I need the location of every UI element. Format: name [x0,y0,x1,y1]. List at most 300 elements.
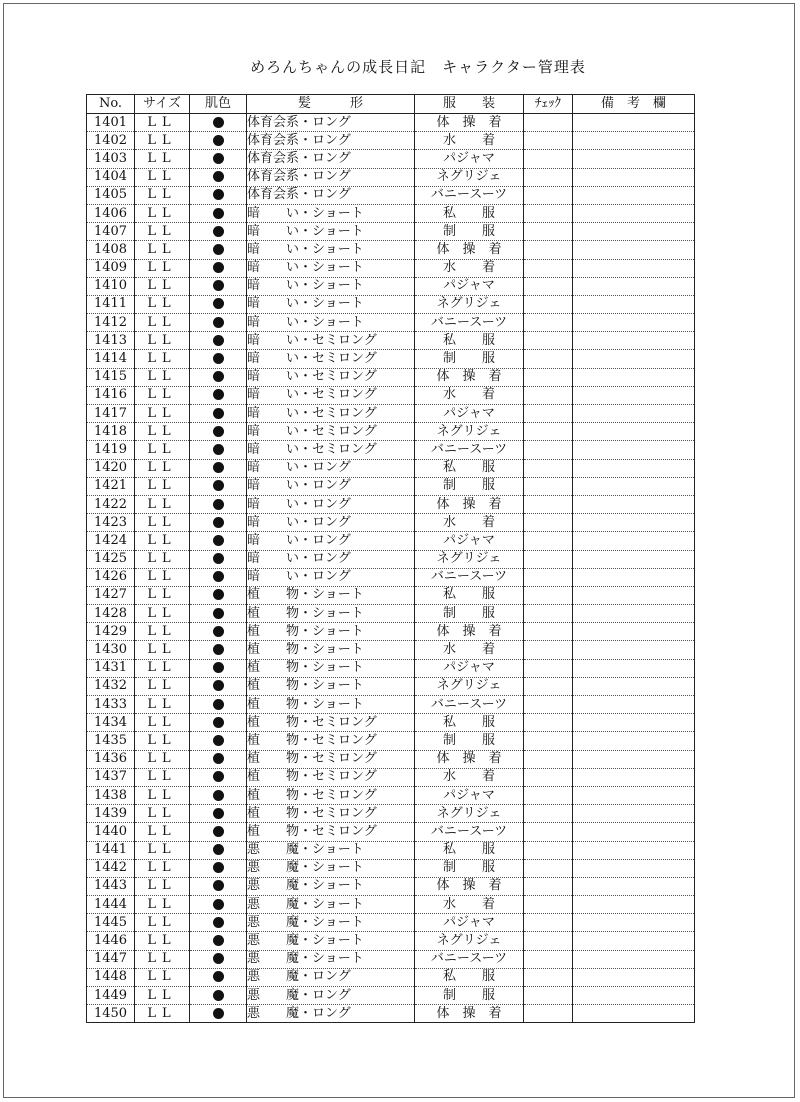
table-row [87,514,695,532]
row-size: LL [135,823,190,841]
skin-color-dot-icon [213,117,224,128]
row-check [524,877,573,895]
row-check [524,786,573,804]
row-hair: 体育会系・ロング [247,114,415,132]
row-skin [190,968,247,986]
table-row [87,568,695,586]
row-check [524,950,573,968]
row-hair: 暗 い・セミロング [247,332,415,350]
skin-color-dot-icon [213,571,224,582]
row-check [524,150,573,168]
skin-color-dot-icon [213,480,224,491]
row-hair: 体育会系・ロング [247,150,415,168]
row-clothes: 制 服 [415,350,524,368]
table-row [87,841,695,859]
row-notes [573,223,695,241]
row-skin [190,859,247,877]
row-skin [190,987,247,1005]
row-notes [573,241,695,259]
row-notes [573,368,695,386]
table-row [87,386,695,404]
row-size: LL [135,696,190,714]
row-check [524,332,573,350]
row-notes [573,623,695,641]
row-check [524,350,573,368]
skin-color-dot-icon [213,317,224,328]
row-clothes: 私 服 [415,204,524,222]
row-hair: 暗 い・ショート [247,277,415,295]
row-check [524,295,573,313]
row-no: 1407 [87,223,135,241]
table-row [87,259,695,277]
row-no: 1446 [87,932,135,950]
skin-color-dot-icon [213,208,224,219]
row-skin [190,295,247,313]
row-clothes: 私 服 [415,332,524,350]
row-clothes: パジャマ [415,914,524,932]
row-size: LL [135,477,190,495]
skin-color-dot-icon [213,462,224,473]
row-notes [573,459,695,477]
row-notes [573,859,695,877]
skin-color-dot-icon [213,553,224,564]
row-no: 1402 [87,132,135,150]
row-size: LL [135,987,190,1005]
row-clothes: 私 服 [415,459,524,477]
row-no: 1404 [87,168,135,186]
row-no: 1438 [87,786,135,804]
row-check [524,586,573,604]
row-hair: 植 物・ショート [247,623,415,641]
row-notes [573,132,695,150]
skin-color-dot-icon [213,735,224,746]
row-notes [573,150,695,168]
row-check [524,259,573,277]
row-no: 1413 [87,332,135,350]
table-row [87,495,695,513]
row-skin [190,714,247,732]
row-no: 1431 [87,659,135,677]
row-no: 1447 [87,950,135,968]
row-check [524,914,573,932]
row-notes [573,696,695,714]
table-row [87,677,695,695]
row-hair: 植 物・セミロング [247,823,415,841]
row-check [524,750,573,768]
row-check [524,132,573,150]
table-row [87,659,695,677]
row-no: 1428 [87,605,135,623]
table-row [87,241,695,259]
table-row [87,532,695,550]
row-skin [190,386,247,404]
row-check [524,386,573,404]
row-hair: 暗 い・ロング [247,459,415,477]
row-size: LL [135,914,190,932]
table-row [87,168,695,186]
table-header [87,95,695,114]
row-hair: 植 物・ショート [247,659,415,677]
row-clothes: 水 着 [415,386,524,404]
table-row [87,332,695,350]
row-notes [573,423,695,441]
row-clothes: パジャマ [415,786,524,804]
row-skin [190,750,247,768]
row-no: 1449 [87,987,135,1005]
skin-color-dot-icon [213,717,224,728]
row-hair: 悪 魔・ショート [247,877,415,895]
row-hair: 悪 魔・ロング [247,987,415,1005]
row-clothes: 体 操 着 [415,241,524,259]
row-check [524,605,573,623]
table-row [87,477,695,495]
row-skin [190,659,247,677]
row-size: LL [135,659,190,677]
row-clothes: パジャマ [415,150,524,168]
row-clothes: 体 操 着 [415,1005,524,1023]
row-notes [573,768,695,786]
row-no: 1425 [87,550,135,568]
row-no: 1443 [87,877,135,895]
row-hair: 暗 い・セミロング [247,350,415,368]
row-no: 1417 [87,405,135,423]
row-skin [190,805,247,823]
row-clothes: 水 着 [415,641,524,659]
row-notes [573,677,695,695]
row-check [524,550,573,568]
row-hair: 暗 い・ショート [247,223,415,241]
row-skin [190,605,247,623]
table-row [87,314,695,332]
row-hair: 暗 い・ロング [247,532,415,550]
row-clothes: 制 服 [415,732,524,750]
header-size: サイズ [135,95,190,114]
row-size: LL [135,568,190,586]
skin-color-dot-icon [213,935,224,946]
row-notes [573,514,695,532]
row-size: LL [135,259,190,277]
row-no: 1450 [87,1005,135,1023]
row-check [524,241,573,259]
row-size: LL [135,441,190,459]
row-no: 1424 [87,532,135,550]
row-notes [573,586,695,604]
skin-color-dot-icon [213,408,224,419]
row-size: LL [135,877,190,895]
row-size: LL [135,132,190,150]
header-no: No. [87,95,135,114]
row-size: LL [135,386,190,404]
row-check [524,459,573,477]
skin-color-dot-icon [213,862,224,873]
row-size: LL [135,241,190,259]
row-size: LL [135,732,190,750]
row-check [524,623,573,641]
header-clothes: 服 装 [415,95,524,114]
row-clothes: 私 服 [415,714,524,732]
row-clothes: ネグリジェ [415,932,524,950]
row-clothes: 水 着 [415,514,524,532]
row-clothes: ネグリジェ [415,550,524,568]
skin-color-dot-icon [213,298,224,309]
row-skin [190,677,247,695]
row-no: 1415 [87,368,135,386]
row-hair: 暗 い・ショート [247,295,415,313]
row-check [524,841,573,859]
row-no: 1410 [87,277,135,295]
row-clothes: 体 操 着 [415,368,524,386]
skin-color-dot-icon [213,499,224,510]
table-row [87,114,695,132]
row-size: LL [135,277,190,295]
table-row [87,1005,695,1023]
row-size: LL [135,423,190,441]
row-hair: 暗 い・ショート [247,259,415,277]
row-check [524,441,573,459]
row-check [524,423,573,441]
skin-color-dot-icon [213,535,224,546]
row-clothes: 体 操 着 [415,877,524,895]
skin-color-dot-icon [213,953,224,964]
skin-color-dot-icon [213,790,224,801]
row-hair: 暗 い・セミロング [247,368,415,386]
row-notes [573,641,695,659]
row-skin [190,441,247,459]
row-size: LL [135,204,190,222]
row-hair: 悪 魔・ロング [247,1005,415,1023]
row-notes [573,332,695,350]
row-no: 1409 [87,259,135,277]
row-skin [190,914,247,932]
table-row [87,877,695,895]
skin-color-dot-icon [213,626,224,637]
table-row [87,750,695,768]
row-clothes: ネグリジェ [415,677,524,695]
row-check [524,495,573,513]
row-notes [573,805,695,823]
row-hair: 植 物・ショート [247,641,415,659]
skin-color-dot-icon [213,699,224,710]
row-no: 1427 [87,586,135,604]
row-size: LL [135,677,190,695]
table-row [87,823,695,841]
row-skin [190,623,247,641]
row-skin [190,514,247,532]
row-hair: 暗 い・ロング [247,514,415,532]
row-notes [573,605,695,623]
row-clothes: パジャマ [415,659,524,677]
skin-color-dot-icon [213,971,224,982]
row-hair: 植 物・セミロング [247,786,415,804]
skin-color-dot-icon [213,589,224,600]
row-notes [573,877,695,895]
row-no: 1408 [87,241,135,259]
header-skin: 肌色 [190,95,247,114]
table-row [87,223,695,241]
row-check [524,968,573,986]
row-no: 1434 [87,714,135,732]
row-skin [190,150,247,168]
row-clothes: 体 操 着 [415,750,524,768]
row-check [524,314,573,332]
row-clothes: バニースーツ [415,696,524,714]
row-size: LL [135,586,190,604]
row-notes [573,896,695,914]
row-notes [573,550,695,568]
row-no: 1405 [87,186,135,204]
row-no: 1419 [87,441,135,459]
row-skin [190,841,247,859]
row-clothes: 制 服 [415,477,524,495]
row-skin [190,186,247,204]
row-clothes: 水 着 [415,132,524,150]
row-size: LL [135,714,190,732]
row-size: LL [135,495,190,513]
row-skin [190,877,247,895]
skin-color-dot-icon [213,608,224,619]
row-no: 1421 [87,477,135,495]
row-check [524,987,573,1005]
row-hair: 暗 い・ロング [247,495,415,513]
row-notes [573,495,695,513]
skin-color-dot-icon [213,244,224,255]
row-size: LL [135,168,190,186]
skin-color-dot-icon [213,662,224,673]
row-skin [190,896,247,914]
skin-color-dot-icon [213,189,224,200]
table-row [87,623,695,641]
row-check [524,768,573,786]
row-check [524,641,573,659]
row-skin [190,277,247,295]
row-skin [190,950,247,968]
skin-color-dot-icon [213,990,224,1001]
row-size: LL [135,332,190,350]
row-clothes: 水 着 [415,896,524,914]
row-check [524,932,573,950]
row-size: LL [135,768,190,786]
row-clothes: バニースーツ [415,568,524,586]
row-check [524,405,573,423]
skin-color-dot-icon [213,880,224,891]
row-hair: 悪 魔・ロング [247,968,415,986]
skin-color-dot-icon [213,753,224,764]
row-hair: 暗 い・セミロング [247,405,415,423]
table-row [87,696,695,714]
row-hair: 植 物・セミロング [247,714,415,732]
row-no: 1414 [87,350,135,368]
row-skin [190,495,247,513]
row-notes [573,259,695,277]
row-size: LL [135,514,190,532]
row-notes [573,204,695,222]
row-size: LL [135,314,190,332]
table-row [87,932,695,950]
row-check [524,186,573,204]
row-skin [190,350,247,368]
row-notes [573,932,695,950]
row-no: 1437 [87,768,135,786]
table-row [87,423,695,441]
row-notes [573,168,695,186]
skin-color-dot-icon [213,444,224,455]
row-clothes: 体 操 着 [415,495,524,513]
row-skin [190,932,247,950]
row-size: LL [135,786,190,804]
row-size: LL [135,350,190,368]
row-check [524,659,573,677]
row-clothes: パジャマ [415,532,524,550]
row-clothes: 水 着 [415,768,524,786]
row-size: LL [135,368,190,386]
row-clothes: ネグリジェ [415,168,524,186]
row-hair: 暗 い・ショート [247,241,415,259]
row-check [524,204,573,222]
table-row [87,605,695,623]
row-hair: 暗 い・ロング [247,477,415,495]
row-clothes: 水 着 [415,259,524,277]
row-hair: 悪 魔・ショート [247,914,415,932]
row-hair: 悪 魔・ショート [247,932,415,950]
row-size: LL [135,932,190,950]
row-check [524,896,573,914]
header-row [87,95,695,114]
row-hair: 植 物・ショート [247,586,415,604]
row-hair: 植 物・セミロング [247,750,415,768]
row-check [524,277,573,295]
table-row [87,950,695,968]
row-no: 1403 [87,150,135,168]
row-check [524,532,573,550]
row-check [524,168,573,186]
row-hair: 植 物・セミロング [247,732,415,750]
row-skin [190,423,247,441]
row-no: 1426 [87,568,135,586]
table-row [87,586,695,604]
row-size: LL [135,859,190,877]
skin-color-dot-icon [213,153,224,164]
row-check [524,114,573,132]
row-no: 1445 [87,914,135,932]
skin-color-dot-icon [213,917,224,928]
table-row [87,714,695,732]
row-notes [573,823,695,841]
table-row [87,368,695,386]
table-row [87,859,695,877]
row-check [524,514,573,532]
row-hair: 暗 い・セミロング [247,423,415,441]
row-clothes: ネグリジェ [415,295,524,313]
table-row [87,441,695,459]
table-row [87,805,695,823]
row-clothes: ネグリジェ [415,423,524,441]
row-skin [190,332,247,350]
row-clothes: バニースーツ [415,950,524,968]
row-no: 1440 [87,823,135,841]
row-notes [573,568,695,586]
table-row [87,550,695,568]
table-row [87,277,695,295]
row-check [524,823,573,841]
row-check [524,732,573,750]
row-notes [573,295,695,313]
row-hair: 植 物・セミロング [247,805,415,823]
table-row [87,350,695,368]
row-no: 1422 [87,495,135,513]
row-clothes: バニースーツ [415,441,524,459]
row-hair: 体育会系・ロング [247,168,415,186]
row-check [524,223,573,241]
